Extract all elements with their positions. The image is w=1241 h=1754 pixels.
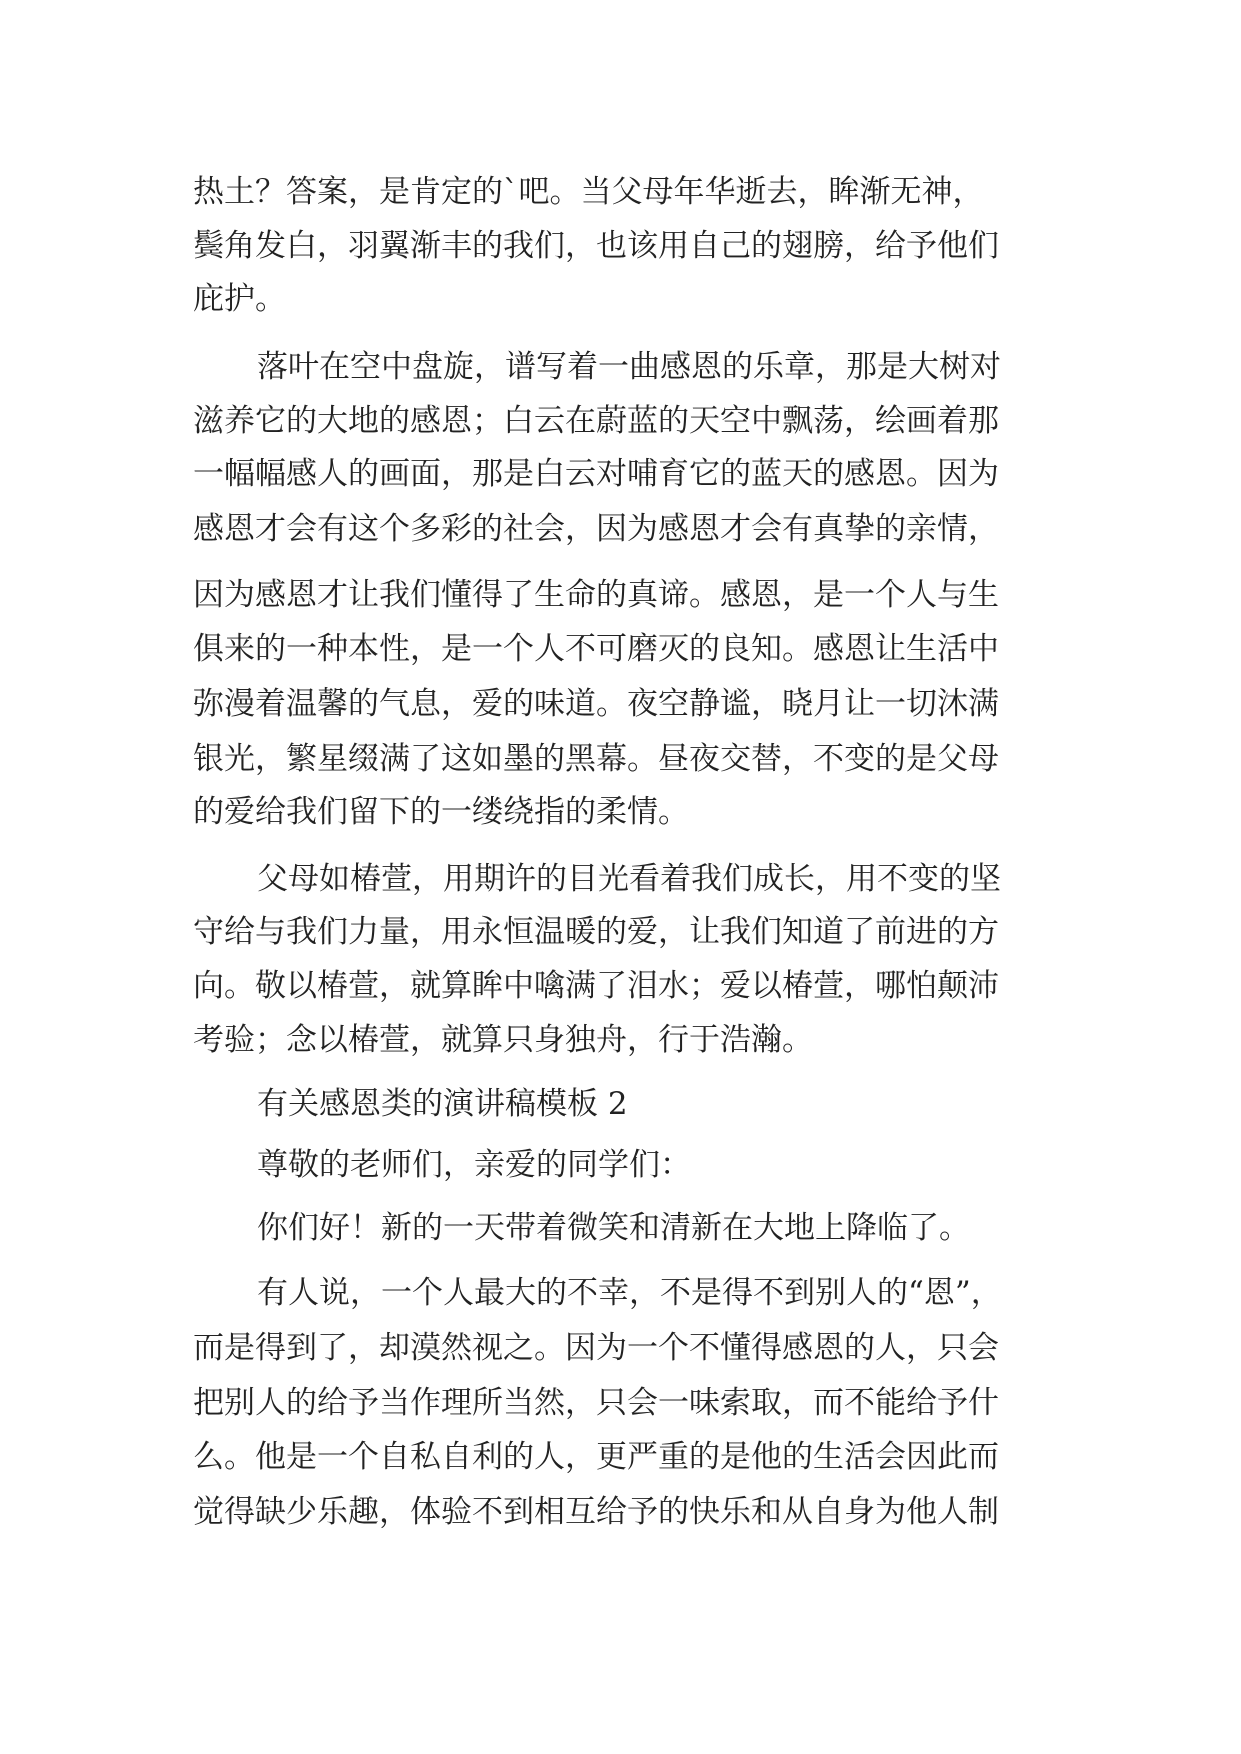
salutation: 尊敬的老师们，亲爱的同学们： bbox=[257, 1147, 691, 1183]
text-line: 向。敬以椿萱，就算眸中噙满了泪水；爱以椿萱，哪怕颠沛 bbox=[193, 968, 999, 1004]
paragraph-start: 落叶在空中盘旋，谱写着一曲感恩的乐章，那是大树对 bbox=[257, 349, 1001, 385]
text-line: 而是得到了，却漠然视之。因为一个不懂得感恩的人，只会 bbox=[193, 1330, 999, 1366]
text-line: 感恩才会有这个多彩的社会，因为感恩才会有真挚的亲情， bbox=[193, 511, 999, 547]
text-line: 滋养它的大地的感恩；白云在蔚蓝的天空中飘荡，绘画着那 bbox=[193, 403, 999, 439]
paragraph-start: 有人说，一个人最大的不幸，不是得不到别人的“恩”， bbox=[257, 1275, 1002, 1311]
paragraph-start: 父母如椿萱，用期许的目光看着我们成长，用不变的坚 bbox=[257, 861, 1001, 897]
text-line: 的爱给我们留下的一缕绕指的柔情。 bbox=[193, 794, 689, 830]
text-line: 银光，繁星缀满了这如墨的黑幕。昼夜交替，不变的是父母 bbox=[193, 741, 999, 777]
greeting: 你们好！新的一天带着微笑和清新在大地上降临了。 bbox=[257, 1210, 970, 1246]
text-line: 一幅幅感人的画面，那是白云对哺育它的蓝天的感恩。因为 bbox=[193, 456, 999, 492]
text-line: 把别人的给予当作理所当然，只会一味索取，而不能给予什 bbox=[193, 1385, 999, 1421]
text-line: 庇护。 bbox=[193, 281, 286, 317]
text-line: 鬓角发白，羽翼渐丰的我们，也该用自己的翅膀，给予他们 bbox=[193, 228, 999, 264]
text-line: 守给与我们力量，用永恒温暖的爱，让我们知道了前进的方 bbox=[193, 914, 999, 950]
text-line: 热土？答案，是肯定的`吧。当父母年华逝去，眸渐无神， bbox=[193, 174, 984, 210]
text-line: 觉得缺少乐趣，体验不到相互给予的快乐和从自身为他人制 bbox=[193, 1494, 999, 1530]
text-line: 因为感恩才让我们懂得了生命的真谛。感恩，是一个人与生 bbox=[193, 577, 999, 613]
text-line: 弥漫着温馨的气息，爱的味道。夜空静谧，晓月让一切沐满 bbox=[193, 686, 999, 722]
text-line: 考验；念以椿萱，就算只身独舟，行于浩瀚。 bbox=[193, 1022, 813, 1058]
text-line: 俱来的一种本性，是一个人不可磨灭的良知。感恩让生活中 bbox=[193, 631, 999, 667]
section-heading: 有关感恩类的演讲稿模板 2 bbox=[257, 1086, 628, 1122]
text-line: 么。他是一个自私自利的人，更严重的是他的生活会因此而 bbox=[193, 1439, 999, 1475]
